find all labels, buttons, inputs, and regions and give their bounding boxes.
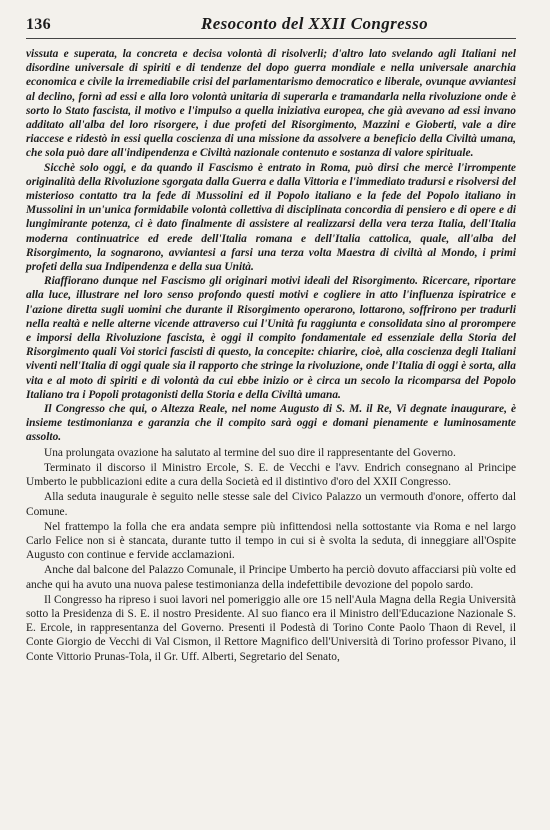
paragraph: vissuta e superata, la concreta e decisa volontà di risolverli; d'altro lato svelando agli Italiani nel disordine universale di spiriti e di tendenze del dopo guerra mondiale e nella universale anarchia economica e civile la irremediabile crisi del parlamentarismo democratico e liberale, ovunque avviantesi al declino, fornì ad essi e alla loro volontà unitaria di superarla e tramandarla nella rivoluzione onde è sorto lo Stato fascista, il motivo e l'impulso a quella iniziativa europea, che già avevano ad essi invano additato all'alba del loro risorgere, i due profeti del Risorgimento, Mazzini e Gioberti, vale a dire riaccese e ridestò in essi quella coscienza di una missione da assolvere a beneficio della Civiltà umana, che sola può dare all'indipendenza e Civiltà nazionale contenuto e sostanza di valore spirituale.	[26, 48, 516, 160]
paragraph: Alla seduta inaugurale è seguito nelle stesse sale del Civico Palazzo un vermouth d'onore, offerto dal Comune.	[26, 491, 516, 518]
running-title: Resoconto del XXII Congresso	[200, 14, 428, 33]
paragraph: Il Congresso ha ripreso i suoi lavori nel pomeriggio alle ore 15 nell'Aula Magna della Regia Università sotto la Presidenza di S. E. il nostro Presidente. Al suo fianco era il Ministro dell'Educazione Nazionale S. E. Ercole, in rappresentanza del Governo. Presenti il Podestà di Torino Conte Paolo Thaon di Revel, il Conte Giorgio de Vecchi di Val Cismon, il Rettore Magnifico dell'Università di Torino professor Pivano, il Conte Vittorio Prunas-Tola, il Gr. Uff. Alberti, Segretario del Senato,	[26, 593, 516, 663]
page-header	[26, 14, 516, 39]
paragraph: Riaffiorano dunque nel Fascismo gli originari motivi ideali del Risorgimento. Ricercare, riportare alla luce, illustrare nel loro senso profondo questi motivi e cogliere in atto l'influenza ispiratrice e l'azione diretta sugli uomini che durante il Risorgimento operarono, lottarono, soffrirono per tradurli nella realtà e nelle alterne vicende attraverso cui l'Unità fu raggiunta e consolidata sino al prorompere e imporsi della Rivoluzione fascista, è oggi il compito fondamentale ed essenziale della Storia del Risorgimento quali Voi storici fascisti di questo, la concepite: chiarire, cioè, alla coscienza degli Italiani viventi nell'Italia di oggi quale sia il rapporto che stringe la rivoluzione, onde l'Italia di oggi è sorta, alla vita e al moto di spiriti e di volontà da cui ebbe inizio or è circa un secolo la ricomparsa del Popolo Italiano tra i Popoli protagonisti della Storia e della Civiltà umana.	[26, 275, 516, 401]
paragraph: Il Congresso che qui, o Altezza Reale, nel nome Augusto di S. M. il Re, Vi degnate inaugurare, è insieme testimonianza e garanzia che il compito sarà oggi e domani pienamente e luminosamente assolto.	[26, 403, 516, 444]
paragraph: Anche dal balcone del Palazzo Comunale, il Principe Umberto ha perciò dovuto affacciarsi più volte ed anche qui ha avuto una nuova palese testimonianza della indefettibile devozione del popolo sardo.	[26, 564, 516, 591]
paragraph: Sicchè solo oggi, e da quando il Fascismo è entrato in Roma, può dirsi che mercè l'irrompente originalità della Rivoluzione sgorgata dalla Guerra e dalla Vittoria e l'immediato tradursi e risolversi del misterioso contatto tra la fede di Mussolini ed il Popolo italiano e la fede del Popolo italiano in Mussolini in un'unica formidabile volontà collettiva di disciplinata concordia di pensiero e di opere e di lungimirante potenza, ci è dato finalmente di assistere al realizzarsi della vera terza Italia, dell'Italia moderna continuatrice ed erede dell'Italia romana e dell'Italia cattolica, quale, all'alba del Risorgimento, la sognarono, avviantesi a farsi una terza volta Maestra di civiltà al Mondo, i primi profeti della sua Indipendenza e della sua Unità.	[26, 161, 516, 274]
paragraph: Terminato il discorso il Ministro Ercole, S. E. de Vecchi e l'avv. Endrich consegnano al Principe Umberto le pubblicazioni edite a cura della Società ed il distintivo d'oro del XXII Congresso.	[26, 461, 516, 489]
paragraph: Una prolungata ovazione ha salutato al termine del suo dire il rappresentante del Governo.	[44, 446, 456, 459]
paragraph: Nel frattempo la folla che era andata sempre più infittendosi nella sottostante via Roma e nel largo Carlo Felice non si è stancata, durante tutto il tempo in cui si è svolta la seduta, di inneggiare all'Ospite Augusto con continue e fervide acclamazioni.	[26, 520, 516, 562]
page-number: 136	[26, 16, 51, 33]
body-text	[26, 47, 516, 664]
